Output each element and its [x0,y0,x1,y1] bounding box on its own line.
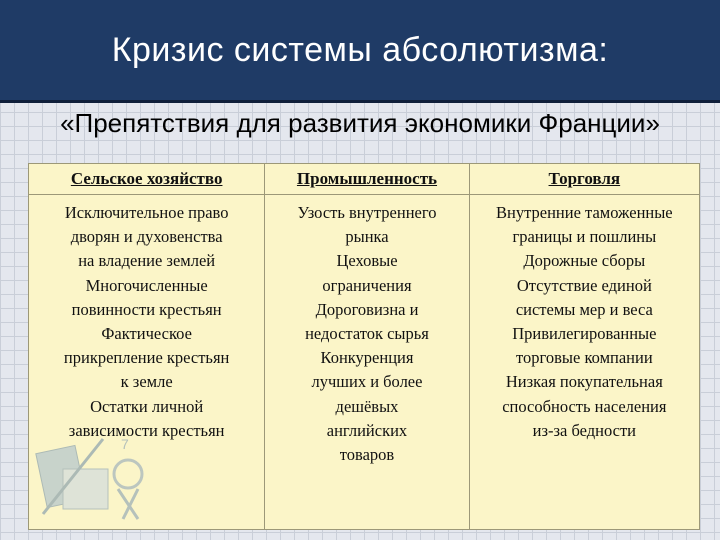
column-line: на владение землей [78,251,216,271]
column-body [29,195,264,443]
column-line: Остатки личной [90,396,204,416]
slide-subtitle: «Препятствия для развития экономики Франции» [60,108,660,138]
column-line: к земле [120,372,173,392]
column-line: Конкуренция [320,348,414,368]
column-line: Внутренние таможенные [496,203,673,222]
column-line: Низкая покупательная [505,372,663,392]
column-line: повинности крестьян [71,299,222,319]
column-line: Исключительное право [64,203,229,222]
column-body [470,195,699,443]
column-line: прикрепление крестьян [63,348,230,368]
slide-title: Кризис системы абсолютизма: [111,30,609,69]
column-line: Дороговизна и [315,299,419,319]
column-line: дешёвых [335,396,399,416]
column-line: системы мер и веса [515,299,653,319]
column-line: зависимости крестьян [68,420,225,440]
comparison-table [28,163,700,530]
column-line: из-за бедности [532,420,637,440]
column-header: Торговля [470,164,699,195]
column-line: лучших и более [311,372,423,392]
title-bar [0,0,720,103]
column-line: дворян и духовенства [70,227,223,247]
column-line: Фактическое [101,324,192,344]
column-line: торговые компании [516,348,653,368]
column-header: Промышленность [265,164,468,195]
column-header: Сельское хозяйство [29,164,264,195]
column-industry [265,164,469,529]
column-line: Привилегированные [512,324,657,344]
column-line: Узость внутреннего [297,203,437,222]
column-line: недостаток сырья [305,324,429,344]
column-agriculture [29,164,265,529]
column-line: способность населения [502,396,667,416]
svg-text:7: 7 [121,436,129,452]
column-line: границы и пошлины [512,227,657,247]
column-line: Цеховые [336,251,398,271]
column-line: рынка [345,227,389,247]
column-line: Многочисленные [85,275,208,295]
column-line: товаров [339,445,395,465]
column-line: ограничения [322,275,412,295]
column-body [265,195,468,467]
column-line: Отсутствие единой [516,275,652,295]
column-trade [470,164,699,529]
column-line: английских [326,420,408,440]
column-line: Дорожные сборы [523,251,646,271]
